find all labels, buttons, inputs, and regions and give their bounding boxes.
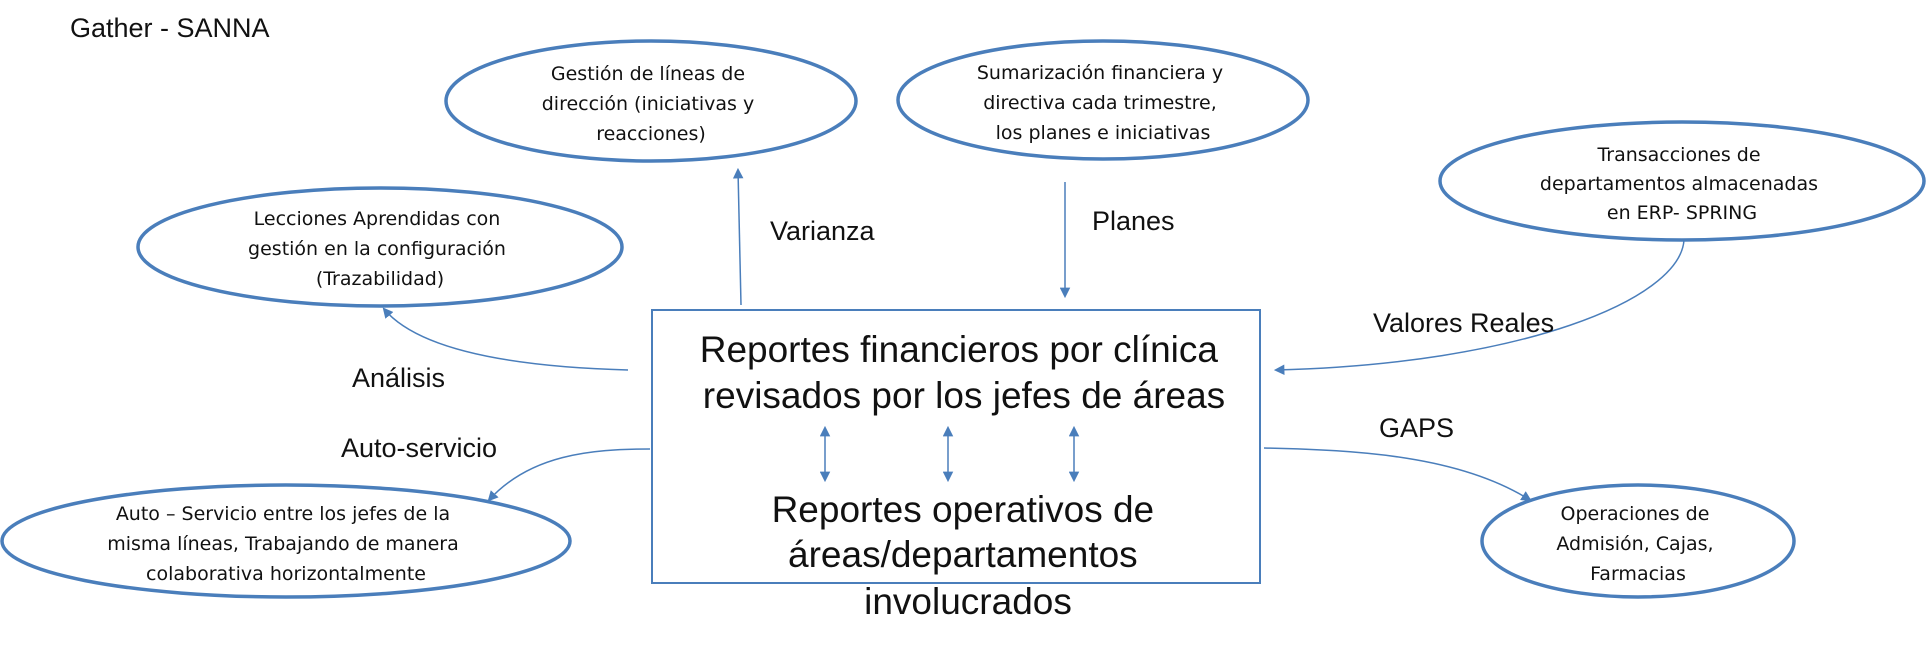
- oval-autoservicio-line-1: Auto – Servicio entre los jefes de la: [115, 503, 451, 525]
- oval-operaciones-line-3: Farmacias: [1590, 563, 1686, 585]
- oval-lecciones-line-1: Lecciones Aprendidas con: [253, 208, 501, 230]
- central-box: [652, 310, 1260, 622]
- edge-analisis-arrow: [384, 309, 628, 370]
- oval-transacciones-line-3: en ERP- SPRING: [1606, 202, 1758, 224]
- oval-gestion-lineas-line-2: dirección (iniciativas y: [541, 93, 755, 115]
- oval-lecciones-line-2: gestión en la configuración: [248, 238, 506, 260]
- oval-autoservicio-line-2: misma líneas, Trabajando de manera: [107, 533, 459, 555]
- oval-transacciones-line-1: Transacciones de: [1597, 144, 1761, 166]
- oval-transacciones: [1440, 122, 1924, 240]
- oval-sumarizacion: [898, 41, 1308, 159]
- oval-gestion-lineas: [446, 41, 856, 161]
- oval-sumarizacion-line-1: Sumarización financiera y: [976, 62, 1224, 84]
- oval-operaciones-line-1: Operaciones de: [1560, 503, 1710, 525]
- edge-gaps-arrow: [1264, 448, 1530, 500]
- edge-label-auto-servicio: Auto-servicio: [341, 433, 498, 463]
- oval-gestion-lineas-line-1: Gestión de líneas de: [550, 63, 746, 85]
- oval-sumarizacion-line-2: directiva cada trimestre,: [983, 92, 1217, 114]
- oval-lecciones: [138, 188, 622, 306]
- diagram-title: Gather - SANNA: [70, 13, 270, 43]
- oval-gestion-lineas-line-3: reacciones): [596, 123, 706, 145]
- central-box-top-line-1: Reportes financieros por clínica: [699, 329, 1218, 370]
- central-box-bottom-line-1: Reportes operativos de: [771, 489, 1155, 530]
- svg-text:Auto – Servicio entre los jefe: [107, 503, 465, 585]
- edge-label-valores-reales: Valores Reales: [1373, 308, 1555, 338]
- edge-valores-reales-arrow: [1276, 240, 1684, 370]
- edge-label-varianza: Varianza: [770, 216, 875, 246]
- oval-autoservicio: [2, 485, 570, 597]
- svg-text:Reportes operativos de á: [772, 489, 1165, 622]
- oval-sumarizacion-line-3: los planes e iniciativas: [995, 122, 1211, 144]
- central-box-top-line-2: revisados por los jefes de áreas: [702, 375, 1226, 416]
- edge-varianza-arrow: [738, 170, 741, 305]
- edge-label-analisis: Análisis: [352, 363, 446, 393]
- oval-transacciones-line-2: departamentos almacenadas: [1539, 173, 1819, 195]
- central-box-bottom-line-2: áreas/departamentos: [788, 534, 1138, 575]
- edge-label-planes: Planes: [1092, 206, 1175, 236]
- svg-text:Sumarización financiera y: [977, 62, 1229, 144]
- oval-autoservicio-line-3: colaborativa horizontalmente: [146, 563, 426, 585]
- oval-operaciones-line-2: Admisión, Cajas,: [1556, 533, 1714, 555]
- oval-lecciones-line-3: (Trazabilidad): [315, 268, 445, 290]
- central-box-bottom-line-3: involucrados: [864, 581, 1072, 622]
- edge-label-gaps: GAPS: [1379, 413, 1455, 443]
- oval-operaciones: [1482, 485, 1794, 597]
- edge-auto-servicio-arrow: [489, 449, 650, 500]
